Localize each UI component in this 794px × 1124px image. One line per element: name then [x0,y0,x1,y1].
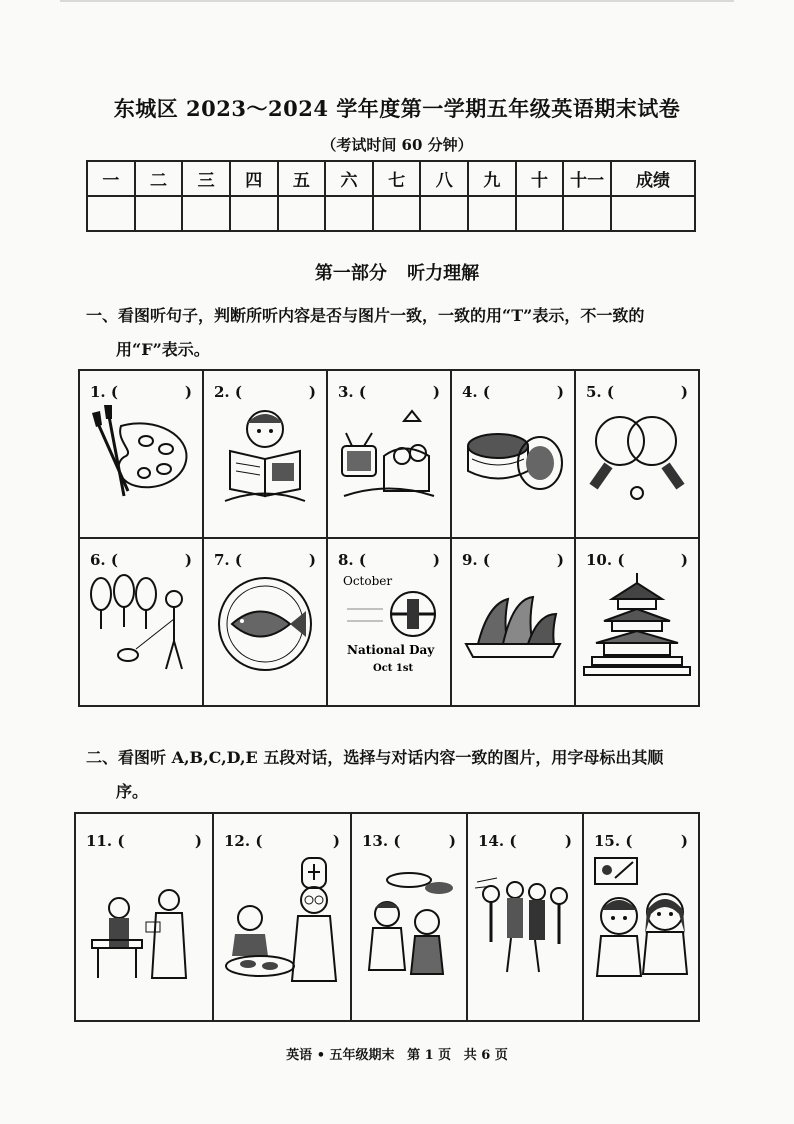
answer-blank[interactable]: ) [432,383,440,401]
q2-instructions [86,748,716,802]
q1-cell-1 [79,370,203,538]
fish-on-plate-icon [210,569,320,679]
score-header-7: 七 [373,161,421,196]
answer-blank[interactable]: ) [448,832,456,850]
q1-cell-10 [575,538,699,706]
chef-and-eater-icon [220,856,344,986]
boy-reading-book-icon [210,401,320,511]
item-number: 10. ( [586,551,625,569]
q1-picture-grid [78,369,700,707]
answer-blank[interactable]: ) [308,383,316,401]
q1-line1: 一、看图听句子，判断所听内容是否与图片一致，一致的用“T”表示，不一致的 [86,306,645,325]
q1-cell-4 [451,370,575,538]
item-number: 15. ( [594,832,633,850]
exam-duration: （考试时间 60 分钟） [321,136,473,154]
q1-cell-3 [327,370,451,538]
item-number: 5. ( [586,383,614,401]
answer-blank[interactable]: ) [564,832,572,850]
q1-cell-7 [203,538,327,706]
item-number: 1. ( [90,383,118,401]
answer-blank[interactable]: ) [680,832,688,850]
national-day-calendar-icon [333,569,445,679]
item-number: 7. ( [214,551,242,569]
score-cell[interactable] [325,196,373,231]
q2-line2: 序。 [116,782,149,801]
mooncakes-icon [458,401,568,511]
score-header-total: 成绩 [611,161,695,196]
walking-dog-in-park-icon [86,569,196,679]
score-value-row [87,196,695,231]
answer-blank[interactable]: ) [556,551,564,569]
score-cell-total[interactable] [611,196,695,231]
watching-tv-icon [334,401,444,511]
ping-pong-paddles-icon [582,401,692,511]
answer-blank[interactable]: ) [680,383,688,401]
restaurant-waiter-icon [84,878,204,998]
item-number: 13. ( [362,832,401,850]
score-cell[interactable] [278,196,326,231]
answer-blank[interactable]: ) [556,383,564,401]
score-header-10: 十 [516,161,564,196]
item-number: 14. ( [478,832,517,850]
answer-blank[interactable]: ) [194,832,202,850]
answer-blank[interactable]: ) [308,551,316,569]
footer-subject: 英语 • 五年级期末 [286,1048,395,1063]
item-number: 6. ( [90,551,118,569]
score-header-9: 九 [468,161,516,196]
score-cell[interactable] [182,196,230,231]
score-cell[interactable] [230,196,278,231]
answer-blank[interactable]: ) [432,551,440,569]
q1-instructions [86,306,716,360]
score-header-11: 十一 [563,161,611,196]
q2-cell-14 [467,813,583,1021]
boy-and-girl-talking-icon [589,854,693,984]
score-cell[interactable] [373,196,421,231]
score-cell[interactable] [420,196,468,231]
q2-picture-grid [74,812,700,1022]
item-number: 3. ( [338,383,366,401]
q1-cell-6 [79,538,203,706]
item-number: 11. ( [86,832,125,850]
q2-cell-11 [75,813,213,1021]
scan-edge-line [60,0,734,2]
score-cell[interactable] [563,196,611,231]
page-footer [0,1044,794,1063]
sydney-opera-house-icon [458,569,568,679]
q2-line1: 二、看图听 A,B,C,D,E 五段对话，选择与对话内容一致的图片，用字母标出其顺 [86,748,664,767]
score-header-8: 八 [420,161,468,196]
score-header-4: 四 [230,161,278,196]
exam-title: 东城区 2023～2024 学年度第一学期五年级英语期末试卷 [113,96,681,121]
item-number: 2. ( [214,383,242,401]
score-table [86,160,696,232]
score-cell[interactable] [135,196,183,231]
score-cell[interactable] [87,196,135,231]
item-number: 9. ( [462,551,490,569]
score-cell[interactable] [468,196,516,231]
q1-cell-2 [203,370,327,538]
item-number: 4. ( [462,383,490,401]
item-number: 8. ( [338,551,366,569]
q2-cell-12 [213,813,351,1021]
footer-page-total: 共 6 页 [463,1048,508,1063]
calendar-holiday: National Day [347,643,435,657]
answer-blank[interactable]: ) [184,551,192,569]
temple-of-heaven-icon [582,569,692,679]
score-cell[interactable] [516,196,564,231]
q1-cell-9 [451,538,575,706]
score-header-3: 三 [182,161,230,196]
item-number: 12. ( [224,832,263,850]
answer-blank[interactable]: ) [332,832,340,850]
q2-cell-15 [583,813,699,1021]
part1-heading: 第一部分 听力理解 [314,263,480,284]
q1-cell-5 [575,370,699,538]
group-of-people-icon [473,872,577,982]
girls-with-food-icon [359,870,459,980]
score-header-6: 六 [325,161,373,196]
q2-cell-13 [351,813,467,1021]
footer-page-number: 第 1 页 [407,1048,452,1063]
score-header-1: 一 [87,161,135,196]
score-header-2: 二 [135,161,183,196]
q1-line2: 用“F”表示。 [116,340,210,359]
calendar-month: October [343,574,393,588]
calendar-date: Oct 1st [373,663,414,674]
answer-blank[interactable]: ) [680,551,688,569]
q1-cell-8 [327,538,451,706]
paint-brushes-palette-icon [86,401,196,511]
score-header-row [87,161,695,196]
score-header-5: 五 [278,161,326,196]
answer-blank[interactable]: ) [184,383,192,401]
